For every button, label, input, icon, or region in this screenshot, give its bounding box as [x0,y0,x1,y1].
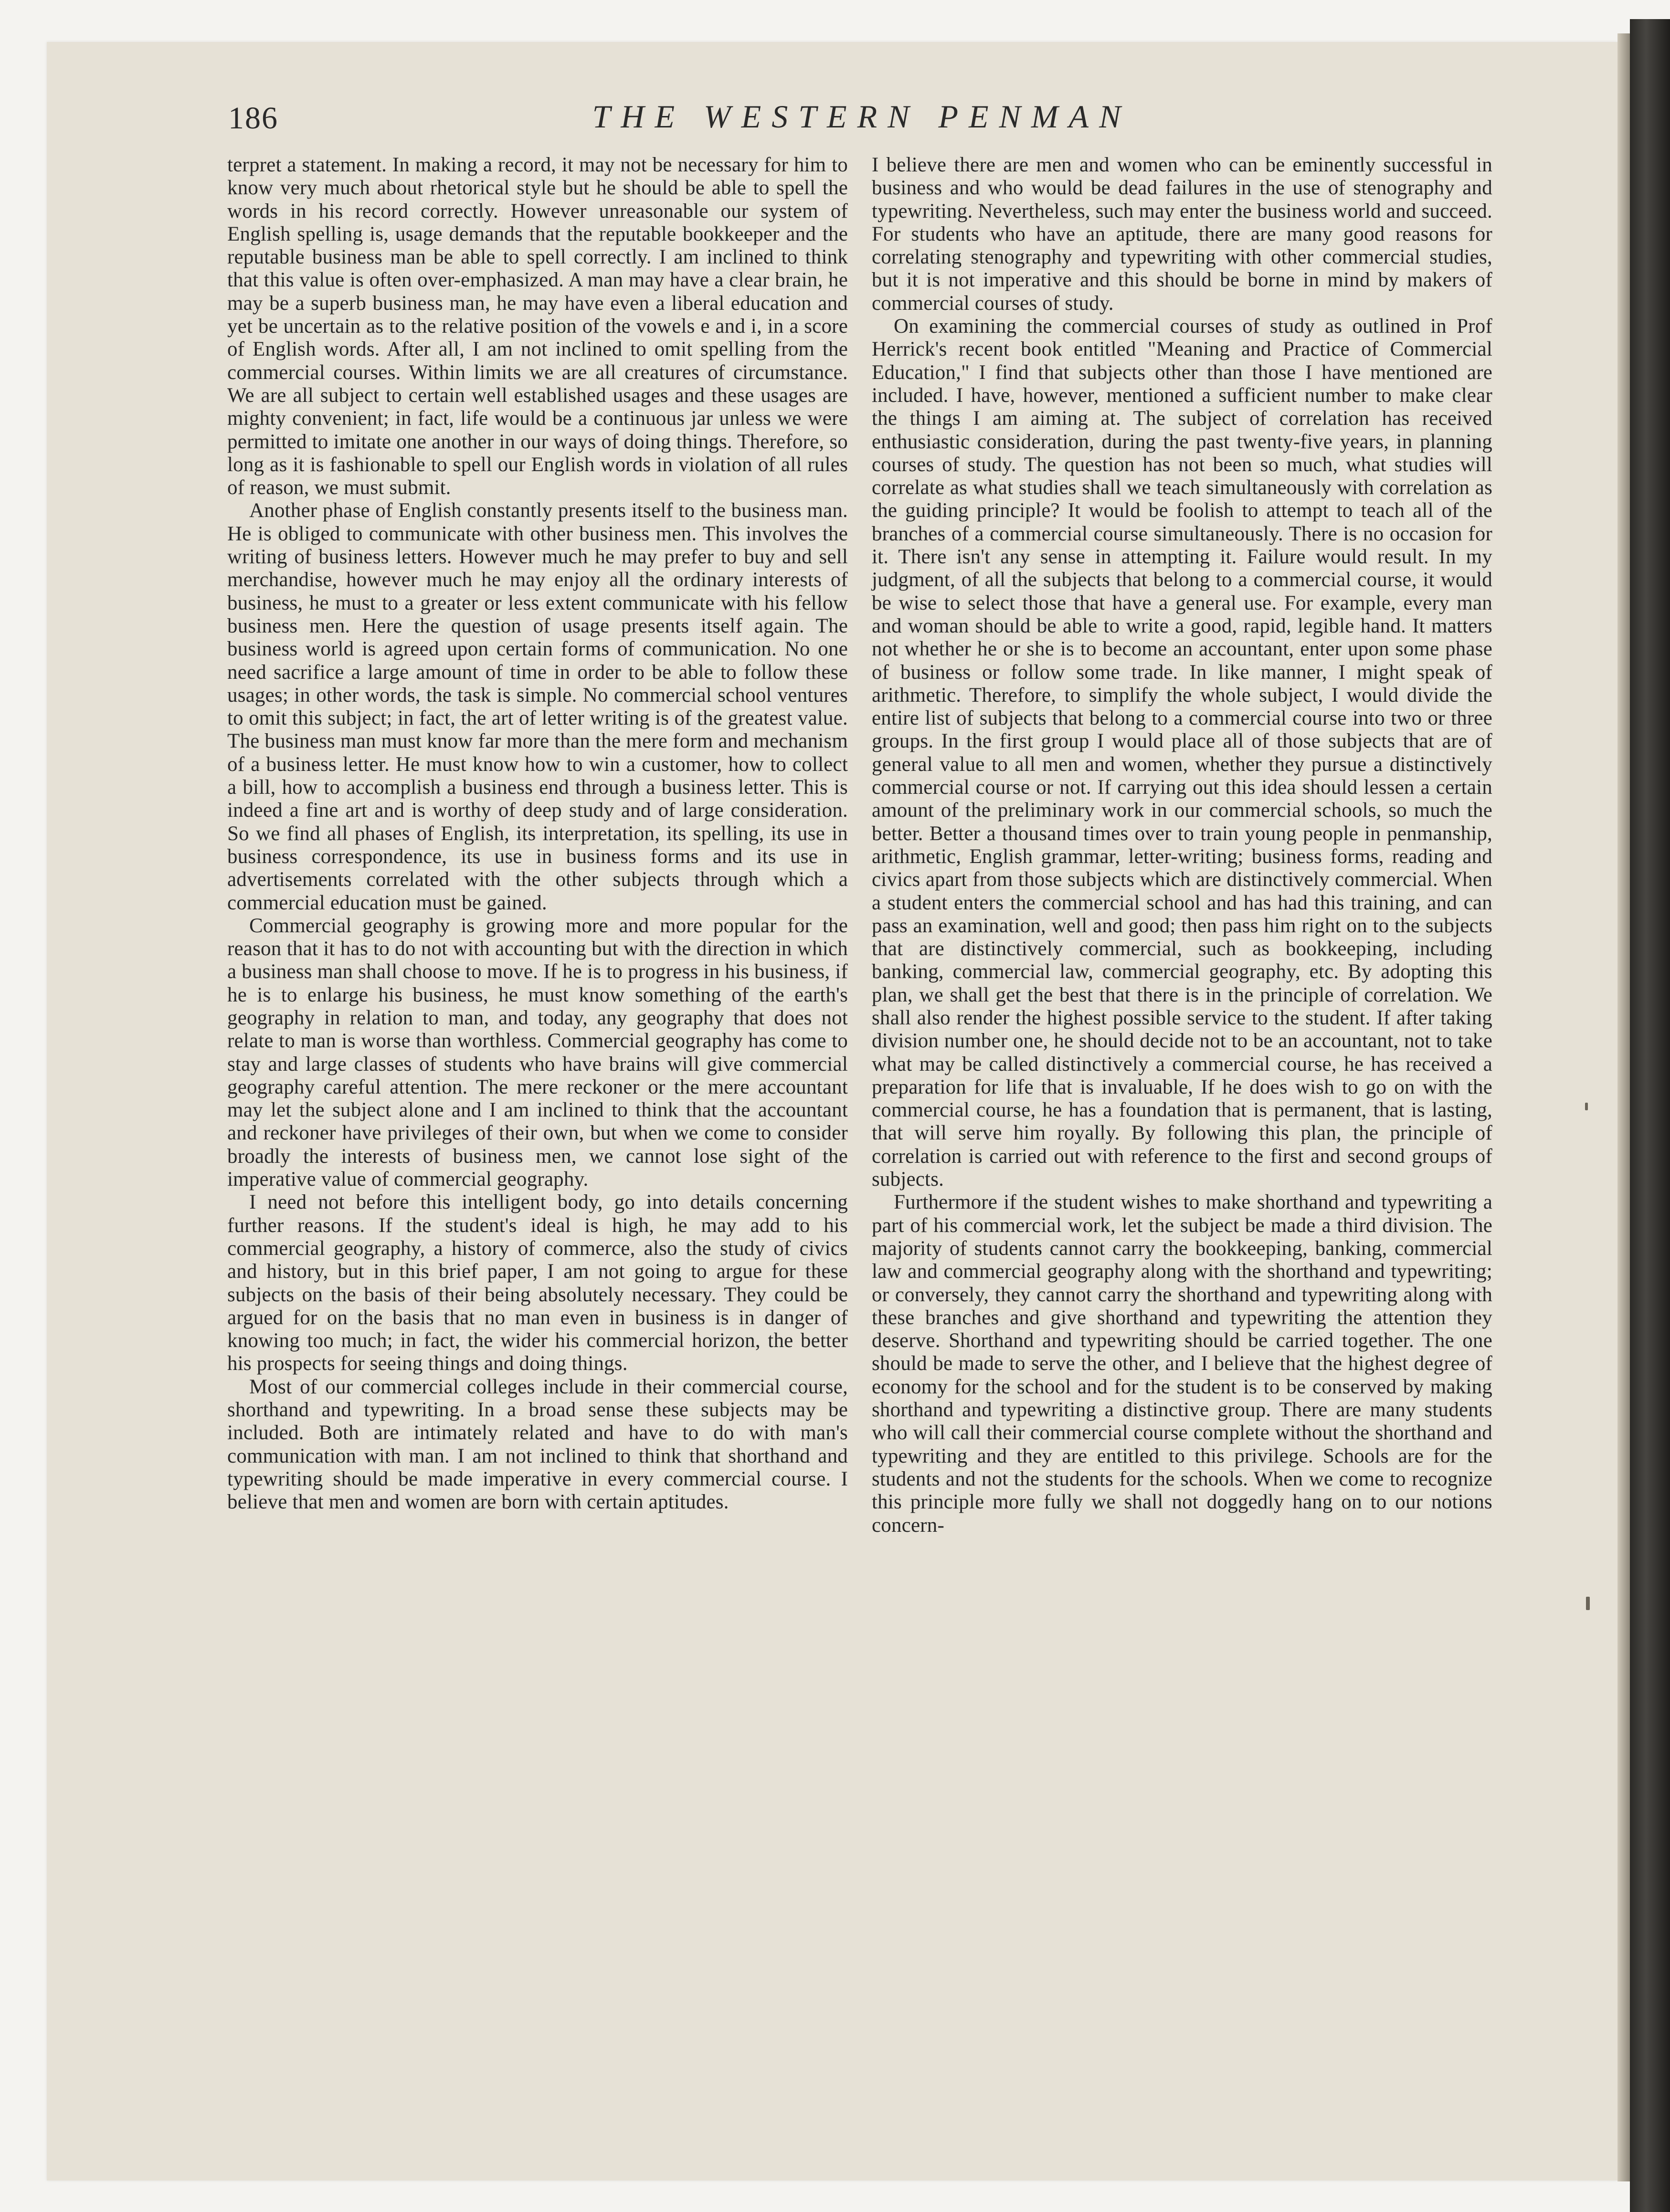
running-head: THE WESTERN PENMAN [592,98,1131,135]
margin-mark [1585,1103,1588,1110]
right-column [872,154,1492,1537]
scan-backing [1630,19,1670,2212]
paragraph: Another phase of English constantly presents itself to the business man. He is obliged to communicate with other business men. This involves the writing of business letters. However much he may prefer to buy and sell merchandise, however much he may enjoy all the ordinary interests of business, he must to a greater or less extent communicate with his fellow business men. Here the question of usage presents itself again. The business world is agreed upon certain forms of communication. No one need sacrifice a large amount of time in order to be able to follow these usages; in other words, the task is simple. No commercial school ventures to omit this subject; in fact, the art of letter writing is of the greatest value. The business man must know far more than the mere form and mechanism of a business letter. He must know how to win a customer, how to collect a bill, how to accomplish a business end through a business letter. This is indeed a fine art and is worthy of deep study and of large consideration. So we find all phases of English, its interpretation, its spelling, its use in business correspondence, its use in business forms and its use in advertisements correlated with the other subjects through which a commercial education must be gained. [227,499,848,914]
paragraph: I need not before this intelligent body, go into details concerning further reasons. If the student's ideal is high, he may add to his commercial geography, a history of commerce, also the study of civics and history, but in this brief paper, I am not going to argue for these subjects on the basis of their being absolutely necessary. They could be argued for on the basis that no man even in business is in danger of knowing too much; in fact, the wider his commercial horizon, the better his prospects for seeing things and doing things. [227,1191,848,1375]
margin-mark [1586,1597,1590,1610]
paragraph: On examining the commercial courses of study as outlined in Prof Herrick's recent book entitled "Meaning and Practice of Commercial Education," I find that subjects other than those I have mentioned are included. I have, however, mentioned a sufficient number to make clear the things I am aiming at. The subject of correlation has received enthusiastic consideration, during the past twenty-five years, in planning courses of study. The question has not been so much, what studies will correlate as what studies shall we teach simultaneously with correlation as the guiding principle? It would be foolish to attempt to teach all of the branches of a commercial course simultaneously. There is no occasion for it. There isn't any sense in attempting it. Failure would result. In my judgment, of all the subjects that belong to a commercial course, it would be wise to select those that have a general use. For example, every man and woman should be able to write a good, rapid, legible hand. It matters not whether he or she is to become an accountant, enter upon some phase of business or follow some trade. In like manner, I might speak of arithmetic. Therefore, to simplify the whole subject, I would divide the entire list of subjects that belong to a commercial course into two or three groups. In the first group I would place all of those subjects that are of general value to all men and women, whether they pursue a distinctively commercial course or not. If carrying out this idea should lessen a certain amount of the preliminary work in our commercial schools, so much the better. Better a thousand times over to train young people in penmanship, arithmetic, English grammar, letter-writing; business forms, reading and civics apart from those subjects which are distinctively commercial. When a student enters the commercial school and has had this training, and can pass an examination, well and good; then pass him right on to the subjects that are distinctively commercial, such as bookkeeping, including banking, commercial law, commercial geography, etc. By adopting this plan, we shall get the best that there is in the principle of correlation. We shall also render the highest possible service to the student. If after taking division number one, he should decide not to be an accountant, not to take what may be called distinctively a commercial course, he has received a preparation for life that is invaluable, If he does wish to go on with the commercial course, he has a foundation that is permanent, that is lasting, that will serve him royally. By following this plan, the principle of correlation is carried out with reference to the first and second groups of subjects. [872,315,1492,1191]
paragraph: terpret a statement. In making a record, it may not be necessary for him to know very much about rhetorical style but he should be able to spell the words in his record correctly. However unreasonable our system of English spelling is, usage demands that the reputable bookkeeper and the reputable business man be able to spell correctly. I am inclined to think that this value is often over-emphasized. A man may have a clear brain, he may be a superb business man, he may have even a liberal education and yet be uncertain as to the relative position of the vowels e and i, in a score of English words. After all, I am not inclined to omit spelling from the commercial courses. Within limits we are all creatures of circumstance. We are all subject to certain well established usages and these usages are mighty convenient; in fact, life would be a continuous jar unless we were permitted to imitate one another in our ways of doing things. Therefore, so long as it is fashionable to spell our English words in violation of all rules of reason, we must submit. [227,154,848,499]
paragraph: Most of our commercial colleges include in their commercial course, shorthand and typewriting. In a broad sense these subjects may be included. Both are intimately related and have to do with man's communication with man. I am not inclined to think that shorthand and typewriting should be made imperative in every commercial course. I believe that men and women are born with certain aptitudes. [227,1375,848,1514]
page-number: 186 [228,101,278,136]
page-spine-edge [1617,33,1630,2181]
left-column [227,154,848,1514]
paragraph: Furthermore if the student wishes to make shorthand and typewriting a part of his commercial work, let the subject be made a third division. The majority of students cannot carry the bookkeeping, banking, commercial law and commercial geography along with the shorthand and typewriting; or conversely, they cannot carry the shorthand and typewriting along with these branches and give shorthand and typewriting the attention they deserve. Shorthand and typewriting should be carried together. The one should be made to serve the other, and I believe that the highest degree of economy for the school and for the student is to be conserved by making shorthand and typewriting a distinctive group. There are many students who will call their commercial course complete without the shorthand and typewriting and they are entitled to this privilege. Schools are for the students and not the students for the schools. When we come to recognize this principle more fully we shall not doggedly hang on to our notions concern- [872,1191,1492,1537]
paragraph: Commercial geography is growing more and more popular for the reason that it has to do not with accounting but with the direction in which a business man shall choose to move. If he is to progress in his business, if he is to enlarge his business, he must know something of the earth's geography in relation to man, and today, any geography that does not relate to man is worse than worthless. Commercial geography has come to stay and large classes of students who have brains will give commercial geography careful attention. The mere reckoner or the mere accountant may let the subject alone and I am inclined to think that the accountant and reckoner have privileges of their own, but when we come to consider broadly the interests of business men, we cannot lose sight of the imperative value of commercial geography. [227,914,848,1191]
paragraph: I believe there are men and women who can be eminently successful in business and who would be dead failures in the use of stenography and typewriting. Nevertheless, such may enter the business world and succeed. For students who have an aptitude, there are many good reasons for correlating stenography and typewriting with other commercial studies, but it is not imperative and this should be borne in mind by makers of commercial courses of study. [872,154,1492,315]
